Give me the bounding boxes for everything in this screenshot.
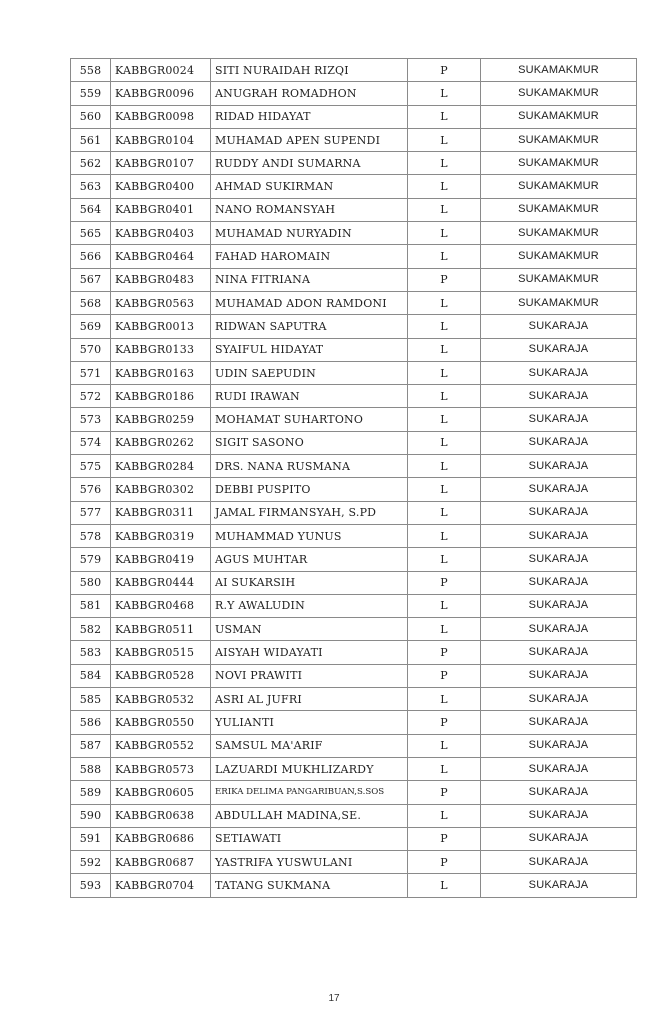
row-number: 573 — [71, 408, 111, 431]
row-number: 559 — [71, 82, 111, 105]
row-code: KABBGR0605 — [111, 781, 211, 804]
row-sex: L — [408, 338, 481, 361]
row-code: KABBGR0704 — [111, 874, 211, 897]
row-sex: L — [408, 175, 481, 198]
row-number: 575 — [71, 455, 111, 478]
row-location: SUKAMAKMUR — [481, 128, 637, 151]
row-sex: L — [408, 105, 481, 128]
row-number: 571 — [71, 361, 111, 384]
row-number: 590 — [71, 804, 111, 827]
row-code: KABBGR0107 — [111, 152, 211, 175]
row-name: SYAIFUL HIDAYAT — [211, 338, 408, 361]
row-location: SUKARAJA — [481, 664, 637, 687]
row-code: KABBGR0552 — [111, 734, 211, 757]
row-number: 586 — [71, 711, 111, 734]
table-row — [71, 361, 637, 384]
row-number: 591 — [71, 827, 111, 850]
row-sex: L — [408, 361, 481, 384]
row-name: MUHAMAD NURYADIN — [211, 222, 408, 245]
row-sex: L — [408, 408, 481, 431]
table-row — [71, 82, 637, 105]
row-sex: L — [408, 804, 481, 827]
row-code: KABBGR0401 — [111, 198, 211, 221]
table-row — [71, 757, 637, 780]
row-sex: L — [408, 152, 481, 175]
row-code: KABBGR0400 — [111, 175, 211, 198]
row-code: KABBGR0686 — [111, 827, 211, 850]
row-name: AISYAH WIDAYATI — [211, 641, 408, 664]
row-number: 581 — [71, 594, 111, 617]
row-name: AI SUKARSIH — [211, 571, 408, 594]
table-row — [71, 548, 637, 571]
row-name: R.Y AWALUDIN — [211, 594, 408, 617]
row-sex: P — [408, 711, 481, 734]
row-sex: P — [408, 781, 481, 804]
table-row — [71, 431, 637, 454]
row-name: FAHAD HAROMAIN — [211, 245, 408, 268]
row-sex: L — [408, 385, 481, 408]
row-number: 588 — [71, 757, 111, 780]
table-row — [71, 711, 637, 734]
row-number: 589 — [71, 781, 111, 804]
row-name: YASTRIFA YUSWULANI — [211, 851, 408, 874]
row-number: 583 — [71, 641, 111, 664]
row-sex: L — [408, 128, 481, 151]
row-location: SUKARAJA — [481, 711, 637, 734]
row-code: KABBGR0464 — [111, 245, 211, 268]
row-sex: L — [408, 594, 481, 617]
row-location: SUKARAJA — [481, 408, 637, 431]
row-code: KABBGR0532 — [111, 688, 211, 711]
row-number: 562 — [71, 152, 111, 175]
row-code: KABBGR0098 — [111, 105, 211, 128]
table-row — [71, 571, 637, 594]
row-sex: L — [408, 501, 481, 524]
row-code: KABBGR0104 — [111, 128, 211, 151]
row-sex: L — [408, 874, 481, 897]
row-name: NINA FITRIANA — [211, 268, 408, 291]
row-location: SUKARAJA — [481, 688, 637, 711]
table-row — [71, 455, 637, 478]
row-number: 576 — [71, 478, 111, 501]
row-name: DEBBI PUSPITO — [211, 478, 408, 501]
row-location: SUKARAJA — [481, 734, 637, 757]
row-location: SUKARAJA — [481, 315, 637, 338]
row-number: 580 — [71, 571, 111, 594]
row-name: MUHAMMAD YUNUS — [211, 524, 408, 547]
table-row — [71, 781, 637, 804]
row-number: 592 — [71, 851, 111, 874]
row-number: 566 — [71, 245, 111, 268]
row-number: 569 — [71, 315, 111, 338]
row-sex: P — [408, 664, 481, 687]
row-location: SUKARAJA — [481, 571, 637, 594]
row-location: SUKARAJA — [481, 827, 637, 850]
row-code: KABBGR0511 — [111, 618, 211, 641]
row-number: 574 — [71, 431, 111, 454]
table-row — [71, 804, 637, 827]
row-sex: L — [408, 222, 481, 245]
table-row — [71, 198, 637, 221]
table-row — [71, 851, 637, 874]
row-sex: L — [408, 618, 481, 641]
table-row — [71, 827, 637, 850]
row-sex: L — [408, 548, 481, 571]
table-row — [71, 408, 637, 431]
row-name: MUHAMAD ADON RAMDONI — [211, 291, 408, 314]
table-row — [71, 618, 637, 641]
row-name: SIGIT SASONO — [211, 431, 408, 454]
table-row — [71, 524, 637, 547]
row-name: NANO ROMANSYAH — [211, 198, 408, 221]
row-name: RUDI IRAWAN — [211, 385, 408, 408]
row-name: TATANG SUKMANA — [211, 874, 408, 897]
row-location: SUKARAJA — [481, 548, 637, 571]
row-code: KABBGR0319 — [111, 524, 211, 547]
row-sex: L — [408, 524, 481, 547]
row-sex: L — [408, 688, 481, 711]
row-location: SUKARAJA — [481, 851, 637, 874]
row-sex: P — [408, 268, 481, 291]
row-sex: L — [408, 315, 481, 338]
row-name: LAZUARDI MUKHLIZARDY — [211, 757, 408, 780]
table-row — [71, 222, 637, 245]
row-location: SUKARAJA — [481, 338, 637, 361]
row-code: KABBGR0302 — [111, 478, 211, 501]
table-row — [71, 641, 637, 664]
row-name: NOVI PRAWITI — [211, 664, 408, 687]
row-location: SUKAMAKMUR — [481, 245, 637, 268]
row-location: SUKARAJA — [481, 874, 637, 897]
table-row — [71, 385, 637, 408]
table-row — [71, 291, 637, 314]
table-row — [71, 478, 637, 501]
row-name: ERIKA DELIMA PANGARIBUAN,S.SOS — [211, 781, 408, 804]
row-location: SUKARAJA — [481, 618, 637, 641]
row-name: SAMSUL MA'ARIF — [211, 734, 408, 757]
row-code: KABBGR0573 — [111, 757, 211, 780]
row-location: SUKARAJA — [481, 804, 637, 827]
row-code: KABBGR0687 — [111, 851, 211, 874]
table-row — [71, 268, 637, 291]
row-location: SUKAMAKMUR — [481, 59, 637, 82]
row-location: SUKARAJA — [481, 385, 637, 408]
row-location: SUKAMAKMUR — [481, 198, 637, 221]
table-row — [71, 338, 637, 361]
row-sex: L — [408, 757, 481, 780]
row-sex: L — [408, 478, 481, 501]
row-code: KABBGR0638 — [111, 804, 211, 827]
row-location: SUKAMAKMUR — [481, 105, 637, 128]
row-code: KABBGR0403 — [111, 222, 211, 245]
table-row — [71, 501, 637, 524]
row-code: KABBGR0096 — [111, 82, 211, 105]
table-row — [71, 175, 637, 198]
row-name: RUDDY ANDI SUMARNA — [211, 152, 408, 175]
row-number: 567 — [71, 268, 111, 291]
row-sex: P — [408, 59, 481, 82]
table-row — [71, 105, 637, 128]
row-location: SUKARAJA — [481, 501, 637, 524]
page-number: 17 — [328, 993, 340, 1004]
row-location: SUKAMAKMUR — [481, 175, 637, 198]
row-code: KABBGR0468 — [111, 594, 211, 617]
row-code: KABBGR0528 — [111, 664, 211, 687]
row-number: 577 — [71, 501, 111, 524]
row-number: 584 — [71, 664, 111, 687]
row-name: SITI NURAIDAH RIZQI — [211, 59, 408, 82]
table-row — [71, 128, 637, 151]
row-location: SUKARAJA — [481, 641, 637, 664]
row-code: KABBGR0262 — [111, 431, 211, 454]
row-location: SUKARAJA — [481, 524, 637, 547]
table-row — [71, 315, 637, 338]
row-location: SUKARAJA — [481, 431, 637, 454]
row-code: KABBGR0259 — [111, 408, 211, 431]
row-location: SUKARAJA — [481, 594, 637, 617]
row-location: SUKAMAKMUR — [481, 222, 637, 245]
row-sex: P — [408, 641, 481, 664]
row-location: SUKARAJA — [481, 478, 637, 501]
row-number: 582 — [71, 618, 111, 641]
row-name: ABDULLAH MADINA,SE. — [211, 804, 408, 827]
row-name: MUHAMAD APEN SUPENDI — [211, 128, 408, 151]
row-sex: P — [408, 571, 481, 594]
row-location: SUKAMAKMUR — [481, 268, 637, 291]
row-name: ANUGRAH ROMADHON — [211, 82, 408, 105]
row-code: KABBGR0284 — [111, 455, 211, 478]
row-location: SUKARAJA — [481, 361, 637, 384]
row-number: 593 — [71, 874, 111, 897]
row-location: SUKARAJA — [481, 781, 637, 804]
row-name: RIDWAN SAPUTRA — [211, 315, 408, 338]
row-name: JAMAL FIRMANSYAH, S.PD — [211, 501, 408, 524]
row-code: KABBGR0186 — [111, 385, 211, 408]
row-code: KABBGR0163 — [111, 361, 211, 384]
row-sex: P — [408, 851, 481, 874]
row-name: AGUS MUHTAR — [211, 548, 408, 571]
row-number: 572 — [71, 385, 111, 408]
row-code: KABBGR0483 — [111, 268, 211, 291]
row-code: KABBGR0550 — [111, 711, 211, 734]
row-location: SUKAMAKMUR — [481, 82, 637, 105]
row-number: 565 — [71, 222, 111, 245]
table-row — [71, 874, 637, 897]
table-row — [71, 734, 637, 757]
row-sex: L — [408, 82, 481, 105]
row-number: 568 — [71, 291, 111, 314]
row-number: 587 — [71, 734, 111, 757]
row-code: KABBGR0024 — [111, 59, 211, 82]
row-code: KABBGR0444 — [111, 571, 211, 594]
row-number: 585 — [71, 688, 111, 711]
row-code: KABBGR0311 — [111, 501, 211, 524]
table-row — [71, 594, 637, 617]
row-name: MOHAMAT SUHARTONO — [211, 408, 408, 431]
row-name: YULIANTI — [211, 711, 408, 734]
row-name: AHMAD SUKIRMAN — [211, 175, 408, 198]
row-code: KABBGR0133 — [111, 338, 211, 361]
row-number: 564 — [71, 198, 111, 221]
roster-body — [71, 59, 637, 898]
row-name: DRS. NANA RUSMANA — [211, 455, 408, 478]
row-name: ASRI AL JUFRI — [211, 688, 408, 711]
row-number: 579 — [71, 548, 111, 571]
table-row — [71, 688, 637, 711]
row-sex: L — [408, 245, 481, 268]
row-sex: L — [408, 291, 481, 314]
row-number: 558 — [71, 59, 111, 82]
row-location: SUKAMAKMUR — [481, 152, 637, 175]
row-number: 561 — [71, 128, 111, 151]
row-name: UDIN SAEPUDIN — [211, 361, 408, 384]
roster-table — [70, 58, 637, 898]
row-number: 563 — [71, 175, 111, 198]
row-name: RIDAD HIDAYAT — [211, 105, 408, 128]
row-location: SUKAMAKMUR — [481, 291, 637, 314]
row-code: KABBGR0013 — [111, 315, 211, 338]
row-number: 560 — [71, 105, 111, 128]
table-row — [71, 664, 637, 687]
row-name: SETIAWATI — [211, 827, 408, 850]
row-sex: L — [408, 431, 481, 454]
row-location: SUKARAJA — [481, 455, 637, 478]
row-sex: L — [408, 198, 481, 221]
table-row — [71, 59, 637, 82]
row-location: SUKARAJA — [481, 757, 637, 780]
row-number: 578 — [71, 524, 111, 547]
row-number: 570 — [71, 338, 111, 361]
row-code: KABBGR0563 — [111, 291, 211, 314]
row-sex: L — [408, 734, 481, 757]
row-code: KABBGR0515 — [111, 641, 211, 664]
row-name: USMAN — [211, 618, 408, 641]
row-sex: P — [408, 827, 481, 850]
row-sex: L — [408, 455, 481, 478]
table-row — [71, 152, 637, 175]
table-row — [71, 245, 637, 268]
row-code: KABBGR0419 — [111, 548, 211, 571]
